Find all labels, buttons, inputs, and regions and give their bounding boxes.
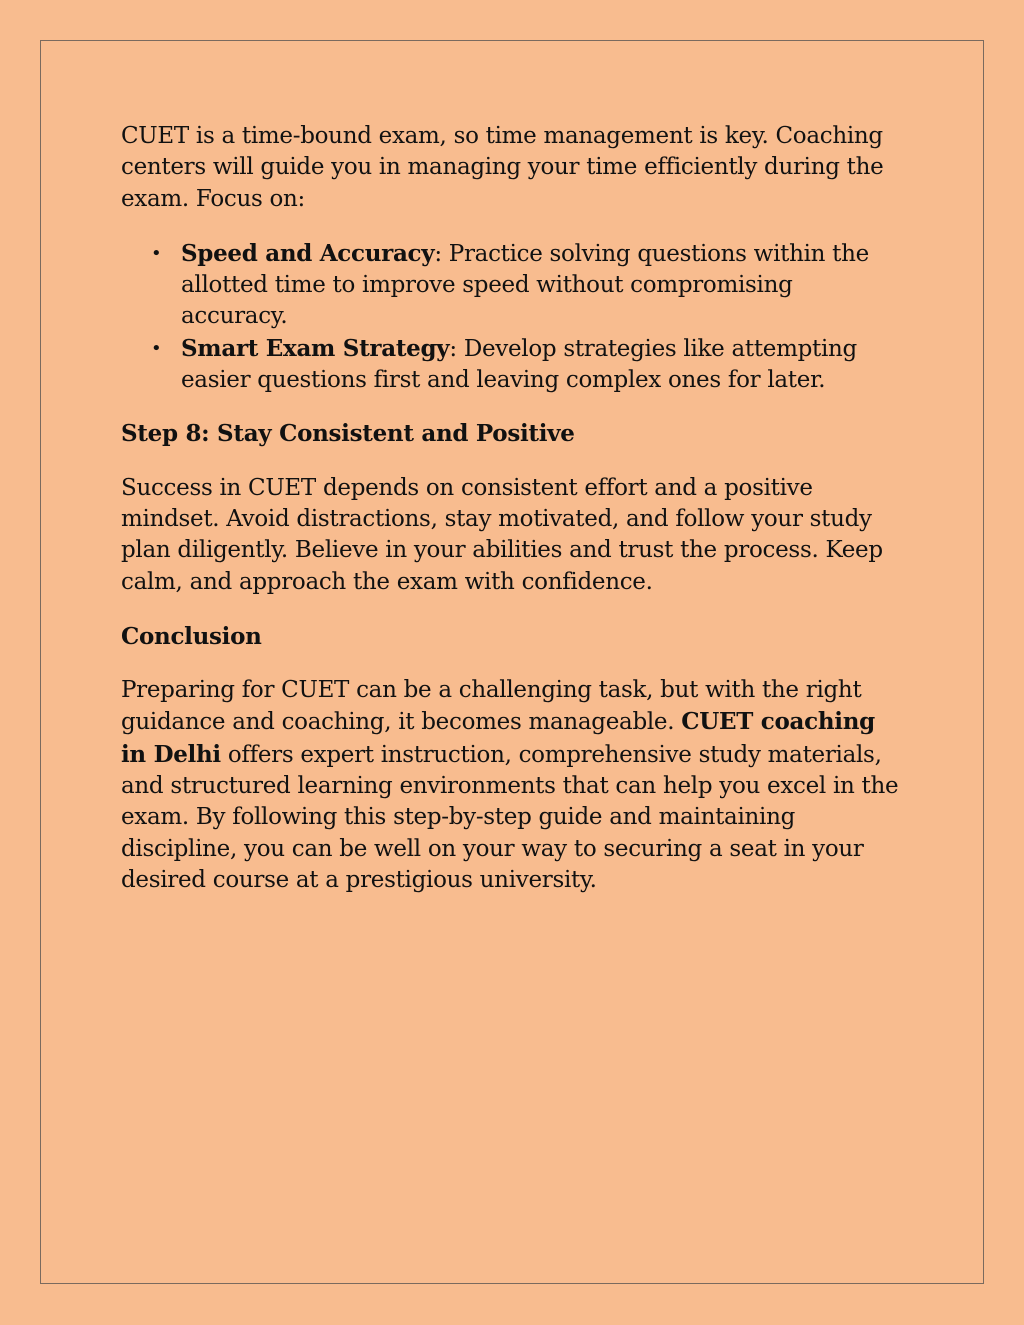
bullet-title: Speed and Accuracy	[181, 239, 435, 267]
document-body	[121, 121, 901, 919]
step8-heading: Step 8: Stay Consistent and Positive	[121, 420, 575, 448]
intro-paragraph: CUET is a time-bound exam, so time management is key. Coaching centers will guide you in managing your time efficiently during the exam. Focus on:	[121, 123, 884, 212]
bullet-text: : Practice solving questions within the allotted time to improve speed without compromising accuracy.	[181, 240, 869, 330]
bullet-text: : Develop strategies like attempting easier questions first and leaving complex ones for later.	[181, 335, 857, 394]
conclusion-text-before: Preparing for CUET can be a challenging task, but with the right guidance and coaching, it becomes manageable.	[121, 677, 862, 736]
step8-paragraph: Success in CUET depends on consistent effort and a positive mindset. Avoid distractions, stay motivated, and follow your study plan diligently. Believe in your abilities and trust the process. Keep calm, and approach the exam with confidence.	[121, 474, 883, 595]
focus-list	[121, 238, 901, 396]
conclusion-paragraph	[121, 675, 901, 896]
conclusion-highlight: CUET coaching in Delhi	[121, 708, 875, 768]
conclusion-text-after: offers expert instruction, comprehensive study materials, and structured learning environments that can help you excel in the exam. By following this step-by-step guide and maintaining discipline, you can be well on your way to securing a seat in your desired course at a prestigious university.	[121, 741, 899, 893]
list-item	[181, 333, 901, 397]
bullet-title: Smart Exam Strategy	[181, 334, 450, 362]
conclusion-heading: Conclusion	[121, 622, 262, 650]
list-item	[181, 238, 901, 333]
